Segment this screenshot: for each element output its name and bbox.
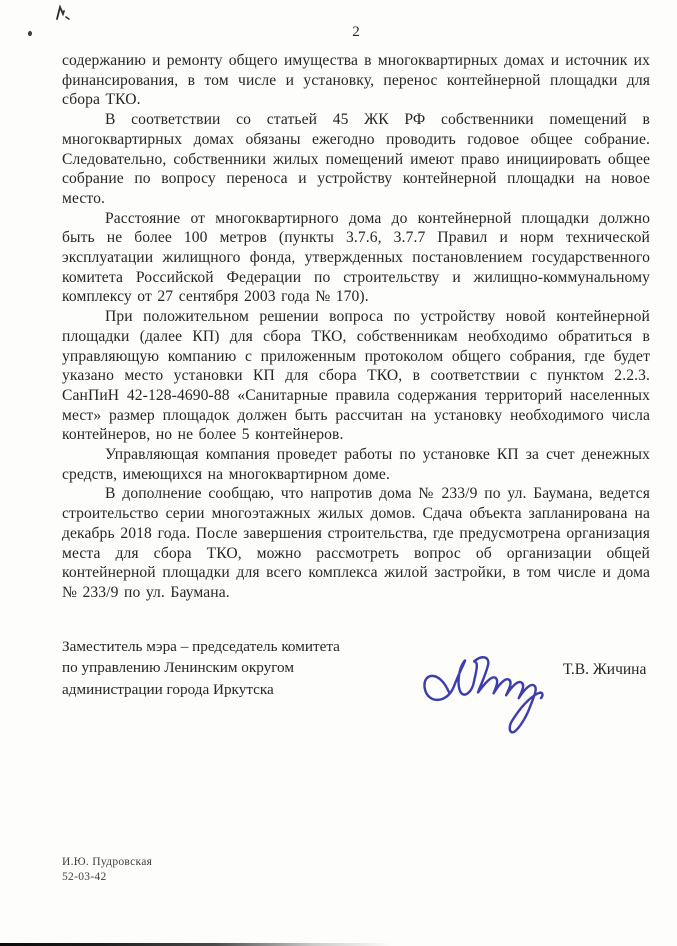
executor-phone: 52-03-42 [62,870,107,883]
handwritten-signature-icon [418,630,573,745]
paragraph: При положительном решении вопроса по устройству новой контейнерной площадки (далее КП) для сбора ТКО, собственникам необходимо обратиться в управляющую компанию с приложенным протоколом общего собрания, где будет указано место установки КП для сбора ТКО, в соответствии с пунктом 2.2.3. СанПиН 42-128-4690-88 «Санитарные правила содержания территорий населенных мест» размер площадок должен быть рассчитан на установку необходимого числа контейнеров, но не более 5 контейнеров. [62,308,650,444]
signatory-title-line: администрации города Иркутска [62,681,274,699]
paragraph: содержанию и ремонту общего имущества в многоквартирных домах и источник их финансирования, в том числе и установку, перенос контейнерной площадки для сбора ТКО. [62,52,650,109]
paragraph: Расстояние от многоквартирного дома до контейнерной площадки должно быть не более 100 метров (пункты 3.7.6, 3.7.7 Правил и норм технической эксплуатации жилищного фонда, утвержденных постановлением государственного комитета Российской Федерации по строительству и жилищно-коммунальному комплексу от 27 сентября 2003 года № 170). [62,209,650,306]
signatory-title-line: по управлению Ленинским округом [62,659,294,677]
ink-scribble-artifact [54,5,71,22]
signatory-name: Т.В. Жичина [563,661,647,678]
paragraph: В дополнение сообщаю, что напротив дома № 233/9 по ул. Баумана, ведется строительство серии многоэтажных жилых домов. Сдача объекта запланирована на декабрь 2018 года. После завершения строительства, где предусмотрена организация места для сбора ТКО, можно рассмотреть вопрос об организации общей контейнерной площадки для всего комплекса жилой застройки, в том числе и дома № 233/9 по ул. Баумана. [62,485,650,601]
page-number: 2 [352,24,360,40]
executor-name: И.Ю. Пудровская [62,856,153,868]
signatory-title-line: Заместитель мэра – председатель комитета [62,637,340,655]
paragraph: Управляющая компания проведет работы по установке КП за счет денежных средств, имеющихся на многоквартирном доме. [62,446,650,483]
paragraph: В соответствии со статьей 45 ЖК РФ собственники помещений в многоквартирных домах обязаны ежегодно проводить годовое общее собрание. Следовательно, собственники жилых помещений имеют право инициировать общее собрание по вопросу переноса и устройству контейнерной площадки на новое место. [62,111,650,207]
executor-footer [62,855,152,884]
